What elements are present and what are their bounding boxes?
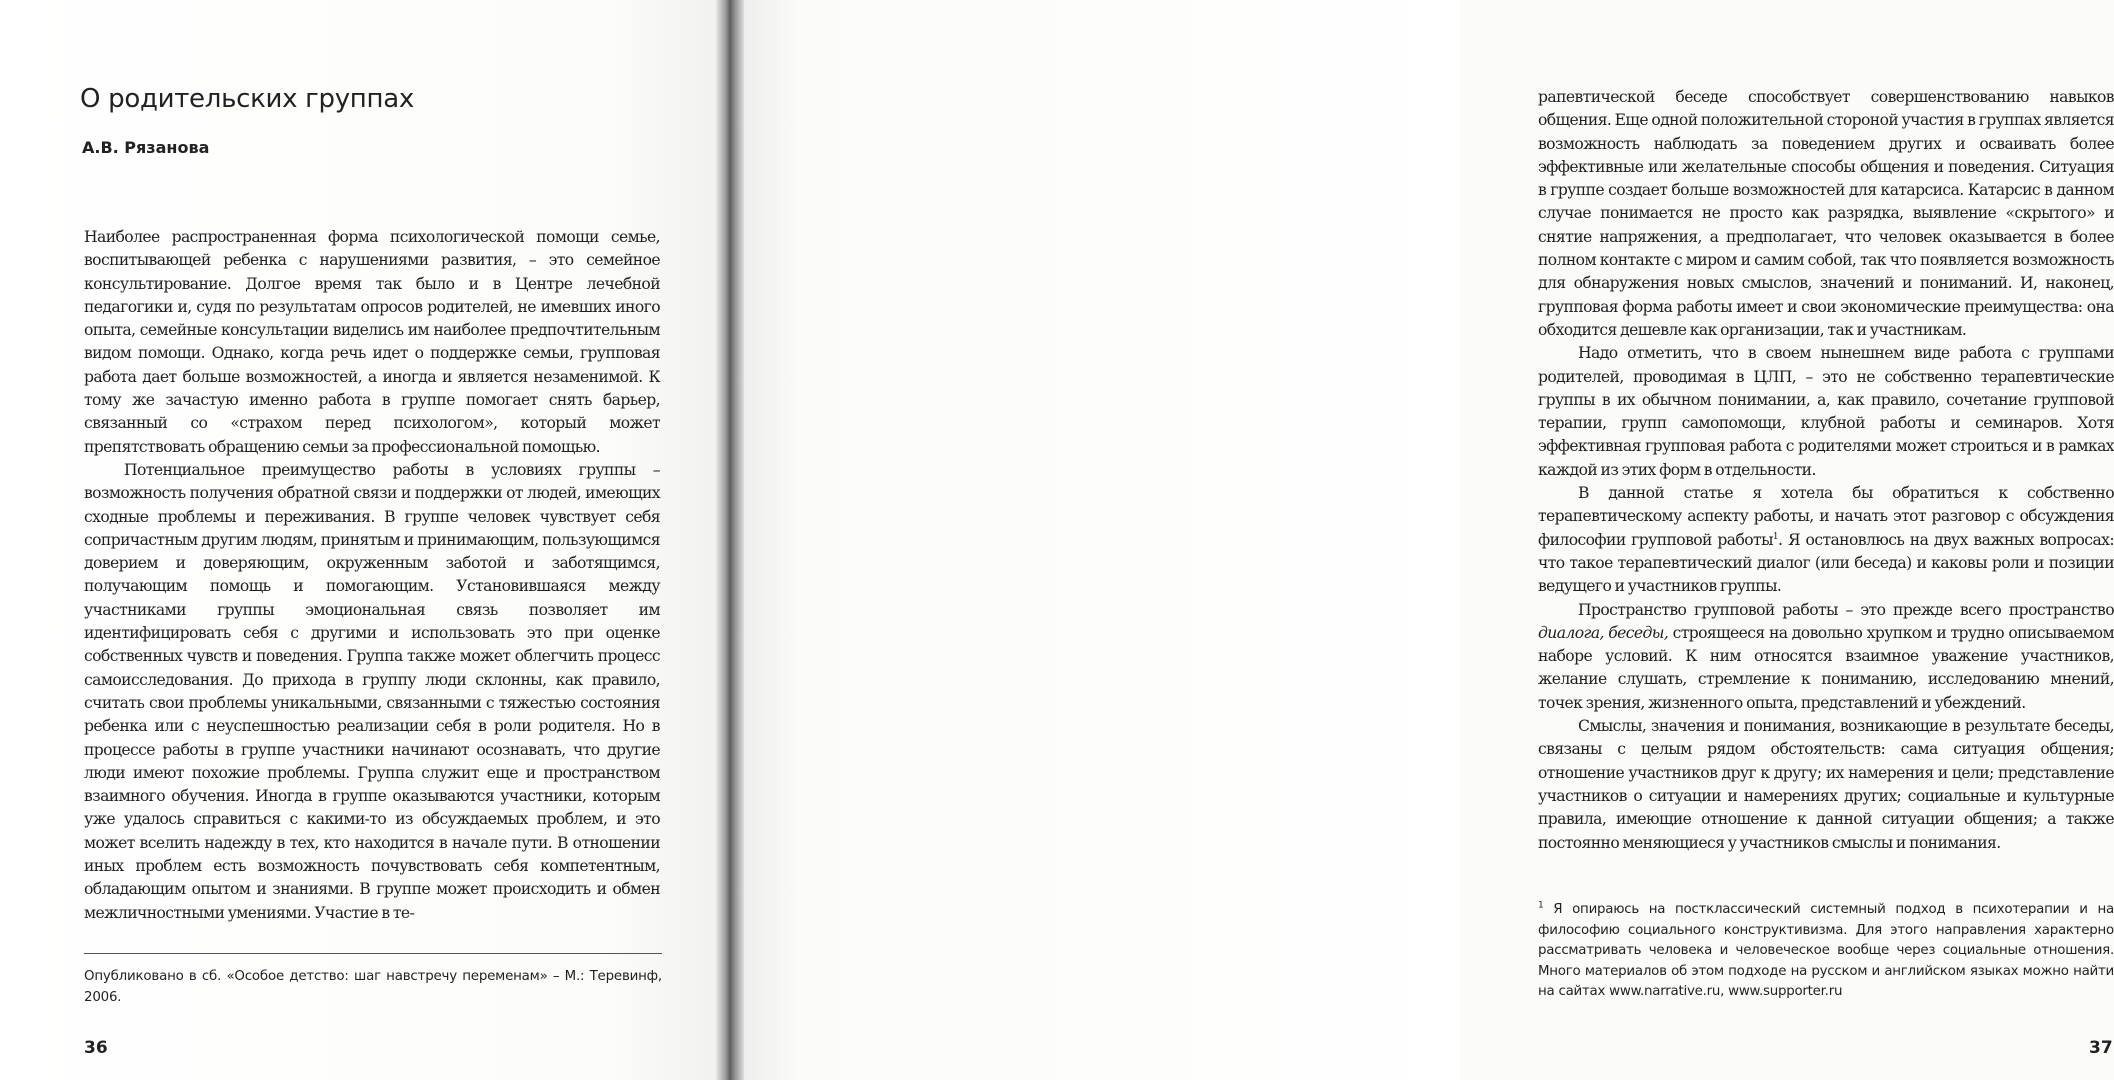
publication-note: Опубликовано в сб. «Особое детство: шаг навстречу переменам» – М.: Теревинф, 2006. [84, 969, 662, 1005]
paragraph-with-italic [1538, 599, 2114, 715]
right-page [744, 0, 2114, 1080]
paragraph-with-footnote-ref [1538, 482, 2114, 598]
footnote-text: Я опираюсь на постклассический системный подход в психотерапии и на философию социального конструктивизма. Для этого направления характерно рассматривать человека и человеческое вообще через социальные отношения. Много материалов об этом подходе на русском и английском языках можно найти на сайтах www.narrative.ru, www.supporter.ru [1538, 902, 2114, 999]
paragraph: Смыслы, значения и понимания, возникающие в результате беседы, связаны с целым рядом обстоятельств: сама ситуация общения; отношение участников друг к другу; их намерения и цели; представление участников о ситуации и намерениях других; социальные и культурные правила, имеющие отношение к данной ситуации общения; а также постоянно меняющиеся у участников смыслы и понимания. [1538, 717, 2114, 852]
paragraph-text: Пространство групповой работы – это прежде всего пространство [1578, 600, 2114, 619]
paragraph: рапевтической беседе способствует совершенствованию навыков общения. Еще одной положительной стороной участия в группах является возможность наблюдать за поведением других и осваивать более эффективные или желательные способы общения и поведения. Ситуация в группе создает больше возможностей для катарсиса. Катарсис в данном случае понимается не просто как разрядка, выявление «скрытого» и снятие напряжения, а предполагает, что человек оказывается в более полном контакте с миром и самим собой, так что появляется возможность для обнаружения новых смыслов, значений и пониманий. И, наконец, групповая форма работы имеет и свои экономические преимущества: она обходится дешевле как организации, так и участникам. [1538, 88, 2114, 339]
left-text-column [84, 226, 660, 925]
page-number-right: 37 [2089, 1038, 2113, 1058]
paragraph-text: . Я остановлюсь на двух важных вопросах: что такое терапевтический диалог (или беседа) и каковы роли и позиции ведущего и участников группы. [1538, 530, 2114, 596]
article-author: А.В. Рязанова [82, 138, 210, 157]
article-title: О родительских группах [80, 84, 414, 114]
paragraph: Наиболее распространенная форма психологической помощи семье, воспитывающей ребенка с нарушениями развития, – это семейное консультирование. Долгое время так было и в Центре лечебной педагогики и, судя по результатам опросов родителей, не имевших иного опыта, семейные консультации виделись им наиболее предпочтительным видом помощи. Однако, когда речь идет о поддержке семьи, групповая работа дает больше возможностей, а иногда и является незаменимой. К тому же зачастую именно работа в группе помогает снять барьер, связанный со «страхом перед психологом», который может препятствовать обращению семьи за профессиональной помощью. [84, 228, 660, 456]
paragraph: Надо отметить, что в своем нынешнем виде работа с группами родителей, проводимая в ЦЛП, – это не собственно терапевтические группы в их обычном понимании, а, как правило, сочетание групповой терапии, групп самопомощи, клубной работы и семинаров. Хотя эффективная групповая работа с родителями может строиться и в рамках каждой из этих форм в отдельности. [1538, 344, 2114, 479]
right-text-column [1538, 86, 2114, 855]
footnote [1538, 900, 2114, 1003]
footnote-divider [84, 953, 662, 954]
footnote-marker: 1 [1538, 900, 1544, 911]
book-spine-gutter [716, 0, 744, 1080]
page-number-left: 36 [84, 1038, 108, 1058]
left-page [0, 0, 716, 1080]
paragraph-text: строящееся на довольно хрупком и трудно описываемом наборе условий. К ним относятся взаимное уважение участников, желание слушать, стремление к пониманию, исследованию мнений, точек зрения, жизненного опыта, представлений и убеждений. [1538, 623, 2114, 712]
italic-phrase: диалога, беседы, [1538, 623, 1669, 642]
paragraph: Потенциальное преимущество работы в условиях группы – возможность получения обратной связи и поддержки от людей, имеющих сходные проблемы и переживания. В группе человек чувствует себя сопричастным другим людям, принятым и принимающим, пользующимся доверием и доверяющим, окруженным заботой и заботящимся, получающим помощь и помогающим. Установившаяся между участниками группы эмоциональная связь позволяет им идентифицировать себя с другими и использовать это при оценке собственных чувств и поведения. Группа также может облегчить процесс самоисследования. До прихода в группу люди склонны, как правило, считать свои проблемы уникальными, связанными с тяжестью состояния ребенка или с неуспешностью реализации себя в роли родителя. Но в процессе работы в группе участники начинают осознавать, что другие люди имеют похожие проблемы. Группа служит еще и пространством взаимного обучения. Иногда в группе оказываются участники, которым уже удалось справиться с какими-то из обсуждаемых проблем, и это может вселить надежду в тех, кто находится в начале пути. В отношении иных проблем есть возможность почувствовать себя компетентным, обладающим опытом и знаниями. В группе может происходить и обмен межличностными умениями. Участие в те- [84, 460, 660, 922]
paragraph-text: В данной статье я хотела бы обратиться к собственно терапевтическому аспекту работы, и начать этот разговор с обсуждения философии групповой работы [1538, 484, 2114, 549]
footnote-reference: 1 [1772, 531, 1779, 542]
